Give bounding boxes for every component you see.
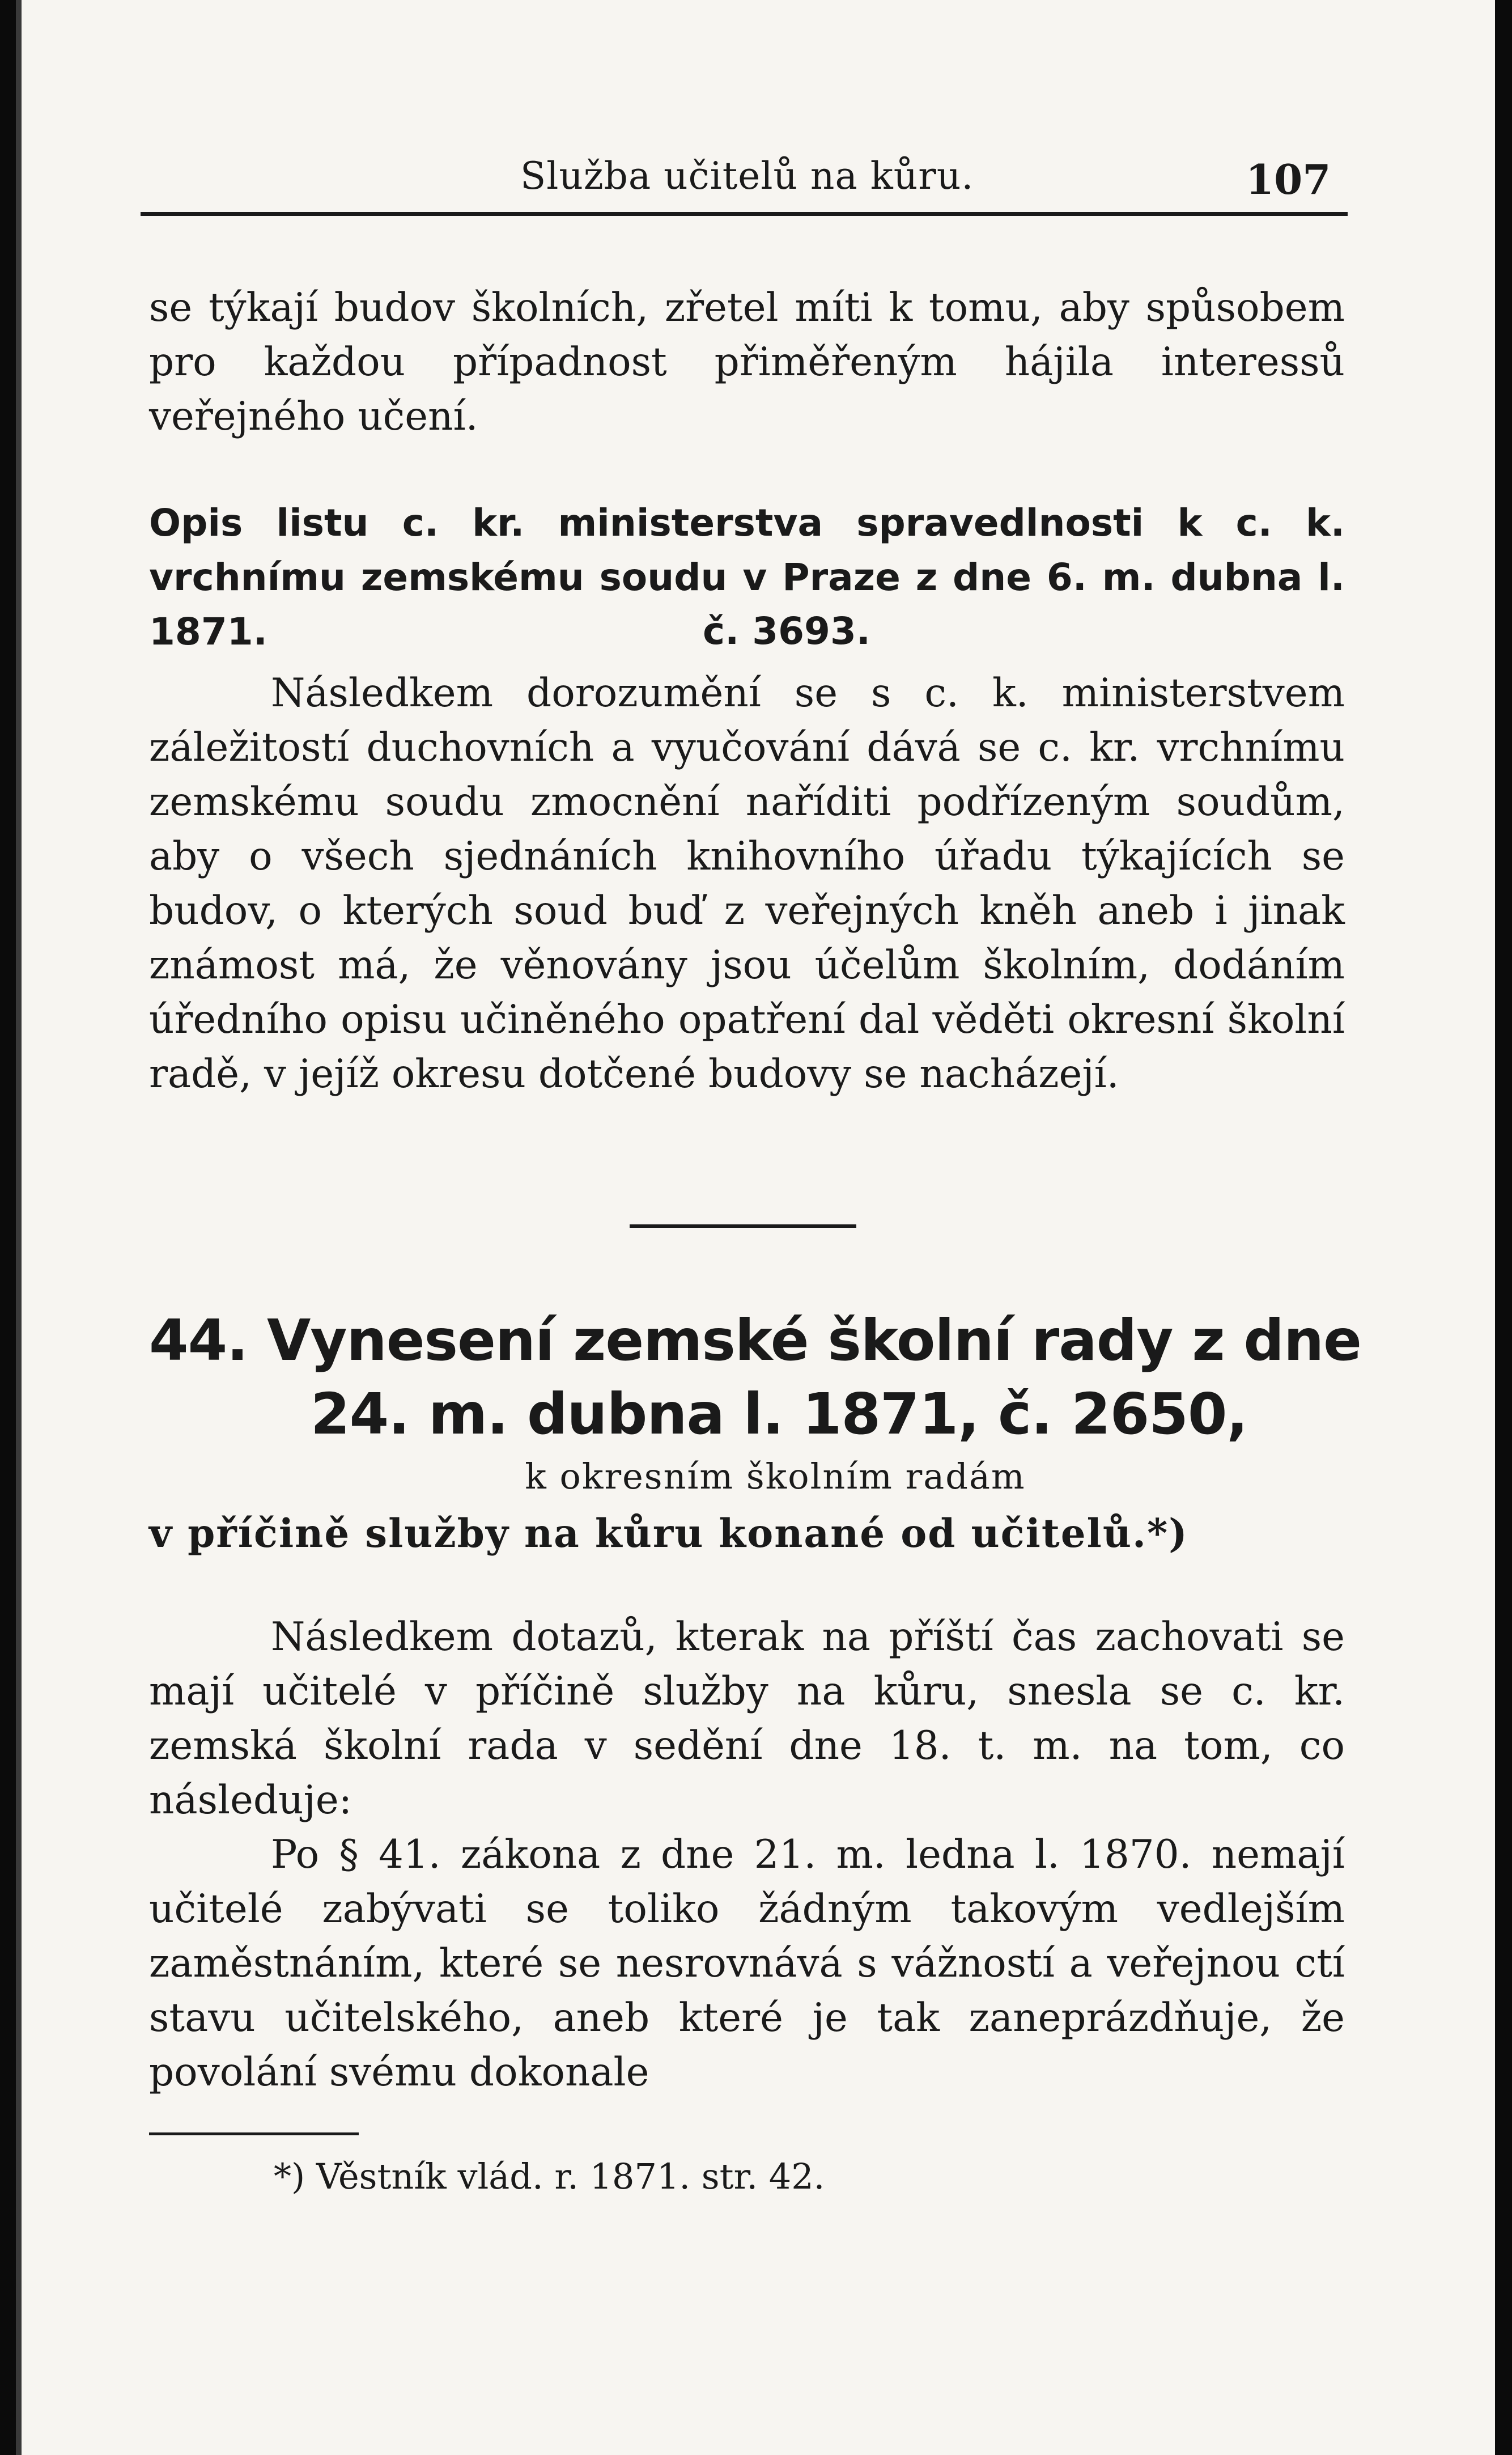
- body-text-block: [149, 1610, 1345, 2100]
- paragraph-1: se týkají budov školních, zřetel míti k tomu, aby spůsobem pro každou případnost přiměřeným hájila interessů veřejného učení.: [149, 285, 1345, 439]
- header-rule: [141, 212, 1348, 216]
- letter-heading: Opis listu c. kr. ministerstva spravedlnosti k c. k. vrchnímu zemskému soudu v Praze z dne 6. m. dubna l. 1871.: [149, 501, 1345, 654]
- footnote-rule: [149, 2132, 359, 2135]
- section-subtitle-1: k okresním školním radám: [525, 1456, 1026, 1497]
- paragraph-3: Následkem dotazů, kterak na příští čas zachovati se mají učitelé v příčině služby na kůru, snesla se c. kr. zemská školní rada v sedění dne 18. t. m. na tom, co následuje:: [149, 1614, 1345, 1823]
- section-subtitle-2: v příčině služby na kůru konané od učitelů.*): [149, 1511, 1188, 1557]
- section-title-line-2: 24. m. dubna l. 1871, č. 2650,: [311, 1381, 1248, 1447]
- book-page: [16, 0, 1495, 2455]
- running-title: Služba učitelů na kůru.: [520, 154, 974, 198]
- section-title-line-1: 44. Vynesení zemské školní rady z dne: [149, 1307, 1361, 1373]
- section-divider: [630, 1224, 856, 1228]
- footnote: *) Věstník vlád. r. 1871. str. 42.: [274, 2156, 825, 2197]
- section-title: [149, 1304, 1367, 1451]
- page-number: 107: [1246, 155, 1331, 203]
- paragraph-2: Následkem dorozumění se s c. k. ministerstvem záležitostí duchovních a vyučování dává se c. kr. vrchnímu zemskému soudu zmocnění naříditi podřízeným soudům, aby o všech sjednáních knihovního úřadu týkajících se budov, o kterých soud buď z veřejných kněh aneb i jinak známost má, že věnovány jsou účelům školním, dodáním úředního opisu učiněného opatření dal věděti okresní školní radě, v jejíž okresu dotčené budovy se nacházejí.: [149, 671, 1345, 1097]
- paragraph-4: Po § 41. zákona z dne 21. m. ledna l. 1870. nemají učitelé zabývati se toliko žádným takovým vedlejším zaměstnáním, které se nesrovnává s vážností a veřejnou ctí stavu učitelského, aneb které je tak zaneprázdňuje, že povolání svému dokonale: [149, 1832, 1345, 2095]
- letter-reference-number: č. 3693.: [703, 609, 870, 653]
- page-header: [22, 154, 1495, 211]
